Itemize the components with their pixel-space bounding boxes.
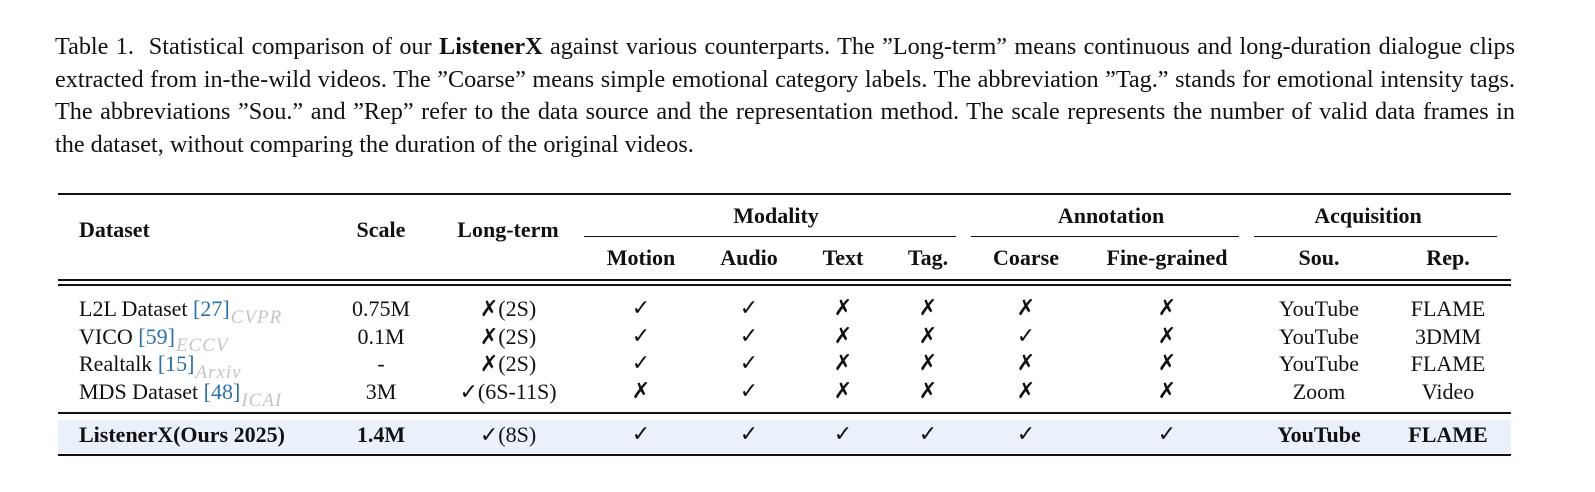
ours-scale: 1.4M xyxy=(356,422,406,447)
row-3-scale: 3M xyxy=(365,379,397,404)
row-1-source: YouTube xyxy=(1278,324,1360,349)
header-dataset: Dataset xyxy=(79,217,150,242)
venue-label: Arxiv xyxy=(195,362,242,383)
row-3-representation: Video xyxy=(1421,379,1475,404)
check-icon: ✓ xyxy=(631,296,651,321)
header-representation: Rep. xyxy=(1426,245,1470,270)
header-source: Sou. xyxy=(1298,245,1340,270)
cross-icon: ✗ xyxy=(1016,351,1036,376)
row-3-long-term xyxy=(459,379,556,406)
ours-source: YouTube xyxy=(1277,422,1361,447)
cross-icon: ✗ xyxy=(918,296,938,321)
row-3-dataset-name xyxy=(79,379,282,414)
ours-dataset-name xyxy=(79,422,285,448)
venue-label: CVPR xyxy=(230,307,283,328)
long-term-duration: (8S) xyxy=(498,422,537,447)
cross-icon: ✗ xyxy=(479,352,499,377)
caption-pre: Statistical comparison of our xyxy=(148,33,432,60)
header-coarse: Coarse xyxy=(993,245,1059,270)
caption-body: against various counterparts. The ”Long-term” means continuous and long-duration dialogue clips extracted from in-the-wild videos. The ”Coarse” means simple emotional category labels. The abbreviation ”Tag.” stands for emotional intensity tags. The abbreviations ”Sou.” and ”Rep” refer to the data source and the representation method. The scale represents the number of valid data frames in the dataset, without comparing the duration of the original videos. xyxy=(55,33,1516,158)
header-modality: Modality xyxy=(733,203,819,228)
long-term-duration: (2S) xyxy=(498,296,537,321)
dataset-name-text: ListenerX(Ours 2025) xyxy=(79,422,285,447)
acquisition-underline xyxy=(1254,236,1497,237)
check-icon: ✓ xyxy=(739,422,759,447)
bottom-rule xyxy=(58,454,1511,456)
cross-icon: ✗ xyxy=(833,379,853,404)
dataset-name-text: L2L Dataset xyxy=(79,296,188,321)
cross-icon: ✗ xyxy=(918,324,938,349)
check-icon: ✓ xyxy=(631,422,651,447)
cross-icon: ✗ xyxy=(1157,351,1177,376)
header-long-term: Long-term xyxy=(457,217,559,242)
cross-icon: ✗ xyxy=(833,351,853,376)
check-icon: ✓ xyxy=(631,351,651,376)
header-audio: Audio xyxy=(720,245,778,270)
row-1-scale: 0.1M xyxy=(357,324,405,349)
row-2-representation: FLAME xyxy=(1410,351,1486,376)
row-0-scale: 0.75M xyxy=(351,296,411,321)
check-icon: ✓ xyxy=(739,379,759,404)
long-term-duration: (6S-11S) xyxy=(477,379,557,404)
header-annotation: Annotation xyxy=(1057,203,1165,228)
header-text: Text xyxy=(822,245,864,270)
long-term-duration: (2S) xyxy=(498,351,537,376)
top-rule xyxy=(58,193,1511,195)
check-icon: ✓ xyxy=(1016,324,1036,349)
cross-icon: ✗ xyxy=(1016,296,1036,321)
caption-bold-name: ListenerX xyxy=(439,33,543,60)
check-icon: ✓ xyxy=(739,351,759,376)
row-3-source: Zoom xyxy=(1292,379,1346,404)
table-caption xyxy=(55,31,1515,161)
cross-icon: ✗ xyxy=(479,325,499,350)
dataset-name-text: VICO xyxy=(79,324,133,349)
cross-icon: ✗ xyxy=(918,351,938,376)
ours-representation: FLAME xyxy=(1408,422,1488,447)
header-tag: Tag. xyxy=(907,245,949,270)
check-icon: ✓ xyxy=(739,324,759,349)
row-1-representation: 3DMM xyxy=(1414,324,1482,349)
dataset-name-text: MDS Dataset xyxy=(79,379,199,404)
check-icon: ✓ xyxy=(479,423,499,448)
cross-icon: ✗ xyxy=(479,297,499,322)
dataset-name-text: Realtalk xyxy=(79,351,153,376)
check-icon: ✓ xyxy=(459,380,478,405)
citation-ref: [27] xyxy=(193,296,230,321)
cross-icon: ✗ xyxy=(833,296,853,321)
venue-label: ECCV xyxy=(175,335,229,356)
ours-long-term xyxy=(480,422,536,449)
row-2-scale: - xyxy=(377,351,385,376)
row-0-source: YouTube xyxy=(1278,296,1360,321)
citation-ref: [15] xyxy=(157,351,195,376)
cross-icon: ✗ xyxy=(918,379,938,404)
row-0-long-term xyxy=(480,296,536,323)
modality-underline xyxy=(584,236,956,237)
header-motion: Motion xyxy=(606,245,676,270)
annotation-underline xyxy=(971,236,1239,237)
header-double-rule-1 xyxy=(58,279,1511,281)
check-icon: ✓ xyxy=(918,422,938,447)
header-double-rule-2 xyxy=(58,284,1511,286)
cross-icon: ✗ xyxy=(1016,379,1036,404)
check-icon: ✓ xyxy=(631,324,651,349)
venue-label: ICAI xyxy=(241,390,283,411)
check-icon: ✓ xyxy=(1016,422,1036,447)
header-scale: Scale xyxy=(356,217,406,242)
row-2-long-term xyxy=(480,351,536,378)
long-term-duration: (2S) xyxy=(498,324,537,349)
check-icon: ✓ xyxy=(1157,422,1177,447)
cross-icon: ✗ xyxy=(1157,296,1177,321)
row-2-source: YouTube xyxy=(1278,351,1360,376)
row-1-long-term xyxy=(480,324,536,351)
citation-ref: [48] xyxy=(203,379,241,404)
cross-icon: ✗ xyxy=(631,379,651,404)
check-icon: ✓ xyxy=(739,296,759,321)
cross-icon: ✗ xyxy=(833,324,853,349)
cross-icon: ✗ xyxy=(1157,324,1177,349)
header-fine-grained: Fine-grained xyxy=(1106,245,1228,270)
check-icon: ✓ xyxy=(833,422,853,447)
citation-ref: [59] xyxy=(138,324,175,349)
header-acquisition: Acquisition xyxy=(1314,203,1422,228)
caption-prefix: Table 1. xyxy=(55,33,134,60)
cross-icon: ✗ xyxy=(1157,379,1177,404)
row-0-representation: FLAME xyxy=(1410,296,1486,321)
